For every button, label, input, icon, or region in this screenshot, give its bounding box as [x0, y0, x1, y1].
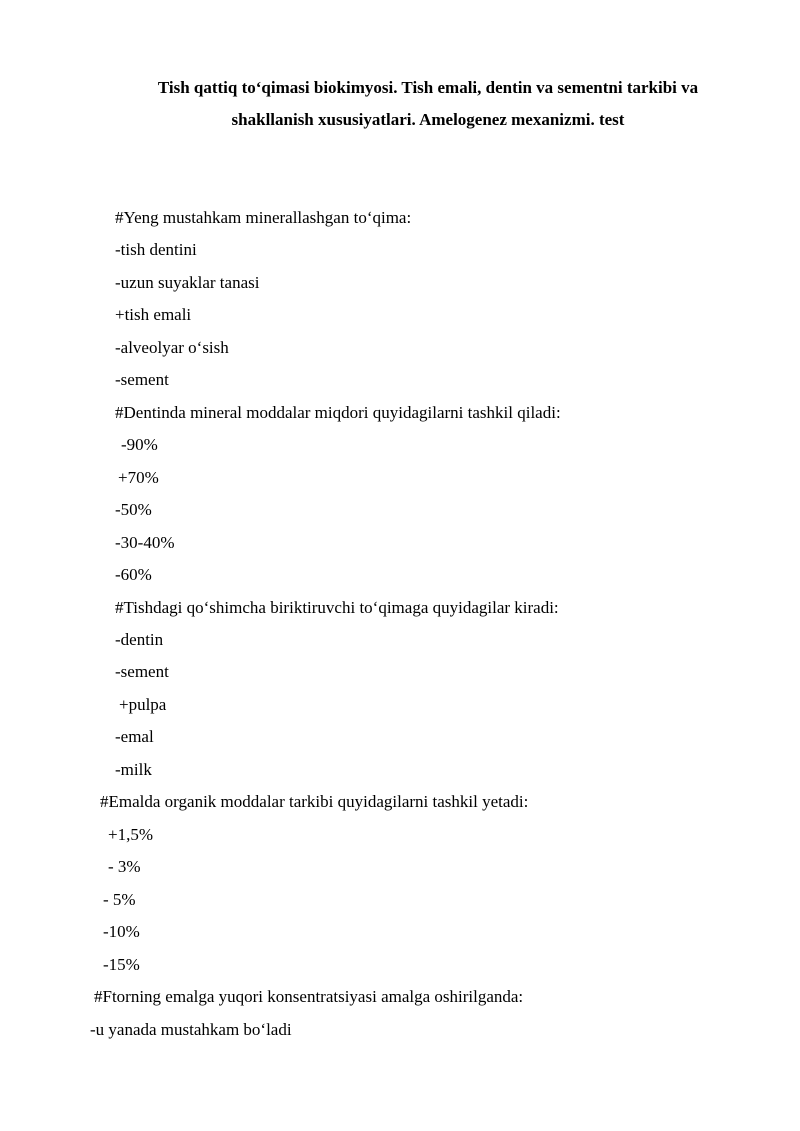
question-4: #Emalda organik moddalar tarkibi quyidagilarni tashkil yetadi:: [100, 792, 529, 811]
answer-option: -60%: [115, 565, 152, 584]
document-title-line-1: Tish qattiq to‘qimasi biokimyosi. Tish emali, dentin va sementni tarkibi va: [157, 78, 699, 97]
answer-option: - 3%: [108, 857, 141, 876]
answer-option: -milk: [115, 760, 152, 779]
answer-option-correct: +pulpa: [119, 695, 167, 714]
question-2: #Dentinda mineral moddalar miqdori quyidagilarni tashkil qiladi:: [115, 403, 561, 422]
question-1: #Yeng mustahkam minerallashgan to‘qima:: [115, 208, 412, 227]
answer-option: -alveolyar o‘sish: [115, 338, 229, 357]
answer-option: -90%: [121, 435, 158, 454]
question-3: #Tishdagi qo‘shimcha biriktiruvchi to‘qimaga quyidagilar kiradi:: [115, 598, 559, 617]
answer-option-correct: +70%: [118, 468, 159, 487]
answer-option: -dentin: [115, 630, 164, 649]
question-5: #Ftorning emalga yuqori konsentratsiyasi amalga oshirilganda:: [94, 987, 524, 1006]
answer-option-correct: +tish emali: [115, 305, 192, 324]
answer-option: -emal: [115, 727, 154, 746]
answer-option: -10%: [103, 922, 140, 941]
answer-option: -u yanada mustahkam bo‘ladi: [90, 1020, 292, 1039]
answer-option: -sement: [115, 662, 169, 681]
document-title-line-2: shakllanish xususiyatlari. Amelogenez mexanizmi. test: [231, 110, 625, 129]
answer-option-correct: +1,5%: [108, 825, 153, 844]
answer-option: -15%: [103, 955, 140, 974]
answer-option: -30-40%: [115, 533, 175, 552]
answer-option: -sement: [115, 370, 169, 389]
answer-option: -uzun suyaklar tanasi: [115, 273, 260, 292]
answer-option: -50%: [115, 500, 152, 519]
answer-option: -tish dentini: [115, 240, 197, 259]
answer-option: - 5%: [103, 890, 136, 909]
